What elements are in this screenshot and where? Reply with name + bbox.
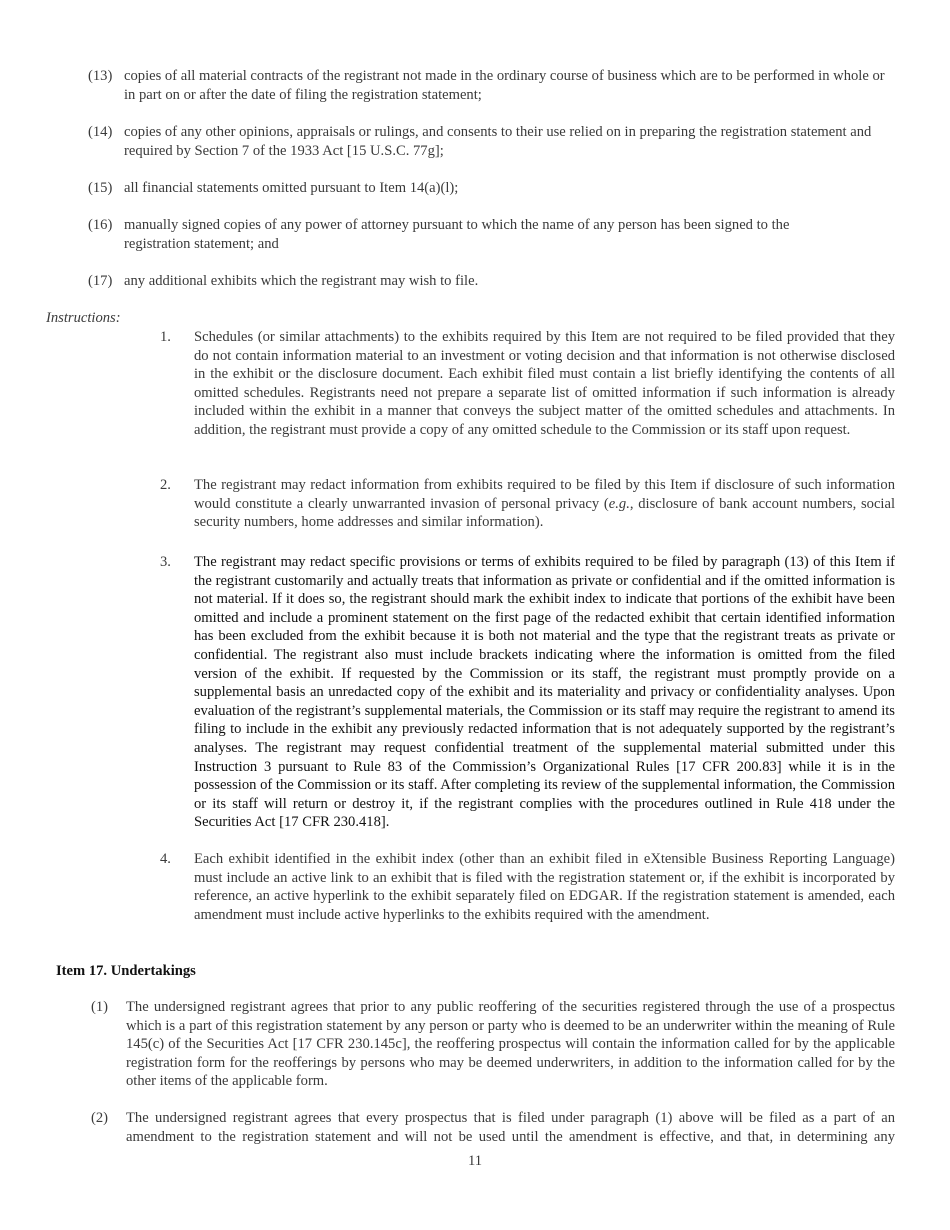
list-text-16: manually signed copies of any power of attorney pursuant to which the name of any person has been signed to the registration statement; and (124, 217, 790, 252)
list-number-13: (13) (88, 68, 113, 84)
instruction-number-2: 2. (160, 477, 171, 493)
instruction-number-3: 3. (160, 554, 171, 570)
list-text-15: all financial statements omitted pursuant to Item 14(a)(l); (124, 180, 459, 196)
list-text-17: any additional exhibits which the registrant may wish to file. (124, 273, 479, 289)
undertaking-text-1: The undersigned registrant agrees that prior to any public reoffering of the securities registered through the use of a prospectus which is a part of this registration statement by any person or party who is deemed to be an underwriter within the meaning of Rule 145(c) of the Securities Act [17 CFR 230.145c], the reoffering prospectus will contain the information called for by the applicable registration form for the reofferings by persons who may be deemed underwriters, in addition to the information called for by the other items of the applicable form. (126, 999, 895, 1090)
instruction-text-4: Each exhibit identified in the exhibit index (other than an exhibit filed in eXtensible Business Reporting Language) must include an active link to an exhibit that is filed with the registration statement or, if the exhibit is incorporated by reference, an active hyperlink to the exhibit separately filed on EDGAR. If the registration statement is amended, each amendment must include active hyperlinks to the exhibits required with the amendment. (194, 851, 895, 923)
instruction-text-1: Schedules (or similar attachments) to the exhibits required by this Item are not required to be filed provided that they do not contain information material to an investment or voting decision and that information is not otherwise disclosed in the exhibit or the disclosure document. Each exhibit filed must contain a list briefly identifying the contents of all omitted schedules. Registrants need not prepare a separate list of omitted information if such information is already included within the exhibit in a manner that conveys the subject matter of the omitted schedules and attachments. In addition, the registrant must provide a copy of any omitted schedule to the Commission or its staff upon request. (194, 329, 895, 438)
instructions-heading: Instructions: (46, 310, 121, 326)
instruction-text-2: The registrant may redact information from exhibits required to be filed by this Item if disclosure of such information would constitute a clearly unwarranted invasion of personal privacy (e.g., disclosure of bank account numbers, social security numbers, home addresses and similar information). (194, 477, 896, 531)
list-text-14: copies of any other opinions, appraisals or rulings, and consents to their use relied on in preparing the registration statement and required by Section 7 of the 1933 Act [15 U.S.C. 77g]; (124, 124, 872, 159)
list-number-15: (15) (88, 180, 113, 196)
undertaking-number-1: (1) (91, 999, 109, 1015)
list-number-14: (14) (88, 124, 113, 140)
list-number-17: (17) (88, 273, 113, 289)
undertaking-number-2: (2) (91, 1110, 109, 1126)
item17-heading: Item 17. Undertakings (56, 963, 196, 979)
instruction-number-1: 1. (160, 329, 171, 345)
undertaking-text-2: The undersigned registrant agrees that every prospectus that is filed under paragraph (1) above will be filed as a part of an amendment to the registration statement and will not be used until the amendment is effective, and that, in determining any (126, 1110, 895, 1145)
page-number: 11 (467, 1153, 483, 1169)
list-text-13: copies of all material contracts of the registrant not made in the ordinary course of business which are to be performed in whole or in part on or after the date of filing the registration statement; (124, 68, 885, 103)
instruction-number-4: 4. (160, 851, 171, 867)
instruction-text-3: The registrant may redact specific provisions or terms of exhibits required to be filed by paragraph (13) of this Item if the registrant customarily and actually treats that information as private or confidential and if the omitted information is not material. If it does so, the registrant should mark the exhibit index to indicate that portions of the exhibit have been omitted and include a prominent statement on the first page of the redacted exhibit that certain identified information has been excluded from the exhibit because it is both not material and the type that the registrant treats as private or confidential. The registrant also must include brackets indicating where the information is omitted from the filed version of the exhibit. If requested by the Commission or its staff, the registrant must promptly provide on a supplemental basis an unredacted copy of the exhibit and its materiality and privacy or confidentiality analyses. Upon evaluation of the registrant’s supplemental materials, the Commission or its staff may require the registrant to amend its filing to include in the exhibit any previously redacted information that is not adequately supported by the registrant’s analyses. The registrant may request confidential treatment of the supplemental material submitted under this Instruction 3 pursuant to Rule 83 of the Commission’s Organizational Rules [17 CFR 200.83] while it is in the possession of the Commission or its staff. After completing its review of the supplemental information, the Commission or its staff will return or destroy it, if the registrant complies with the procedures outlined in Rule 418 under the Securities Act [17 CFR 230.418]. (194, 554, 895, 831)
list-number-16: (16) (88, 217, 113, 233)
